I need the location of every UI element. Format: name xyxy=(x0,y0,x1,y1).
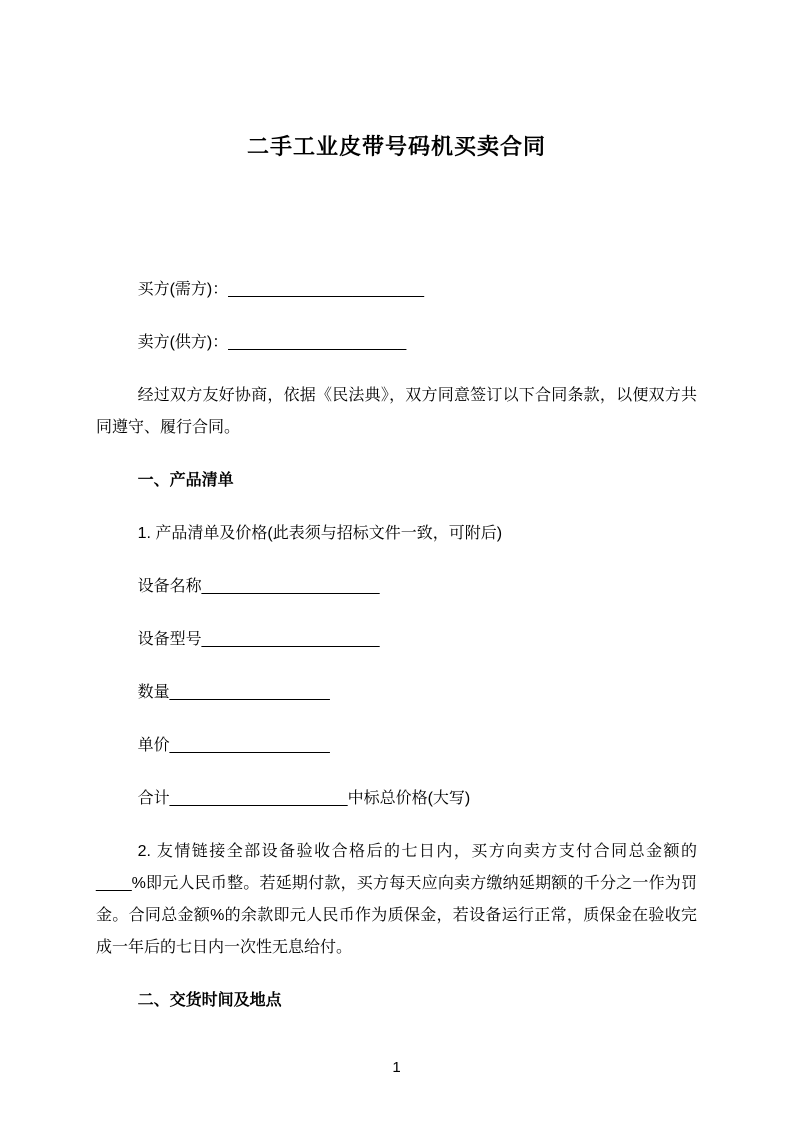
buyer-line: 买方(需方)：______________________ xyxy=(137,281,425,298)
intro-paragraph: 经过双方友好协商，依据《民法典》，双方同意签订以下合同条款，以便双方共同遵守、履行合同。 xyxy=(96,387,697,436)
section-1-heading: 一、产品清单 xyxy=(137,472,234,489)
seller-line: 卖方(供方)：____________________ xyxy=(137,334,407,351)
section-2-heading: 二、交货时间及地点 xyxy=(137,992,282,1009)
page-number: 1 xyxy=(392,1059,401,1076)
product-list-price-line: 1. 产品清单及价格(此表须与招标文件一致，可附后) xyxy=(137,525,503,542)
payment-terms-paragraph: 2. 友情链接全部设备验收合格后的七日内，买方向卖方支付合同总金额的____%即元人民币整。若延期付款，买方每天应向卖方缴纳延期额的千分之一作为罚金。合同总金额%的余款即元人民币作为质保金，若设备运行正常，质保金在验收完成一年后的七日内一次性无息给付。 xyxy=(96,843,697,956)
total-price-blank-line: 合计____________________中标总价格(大写) xyxy=(137,790,471,807)
device-name-blank-line: 设备名称____________________ xyxy=(137,578,380,595)
quantity-blank-line: 数量__________________ xyxy=(137,684,330,701)
unit-price-blank-line: 单价__________________ xyxy=(137,737,330,754)
document-title: 二手工业皮带号码机买卖合同 xyxy=(246,134,546,159)
device-model-blank-line: 设备型号____________________ xyxy=(137,631,380,648)
